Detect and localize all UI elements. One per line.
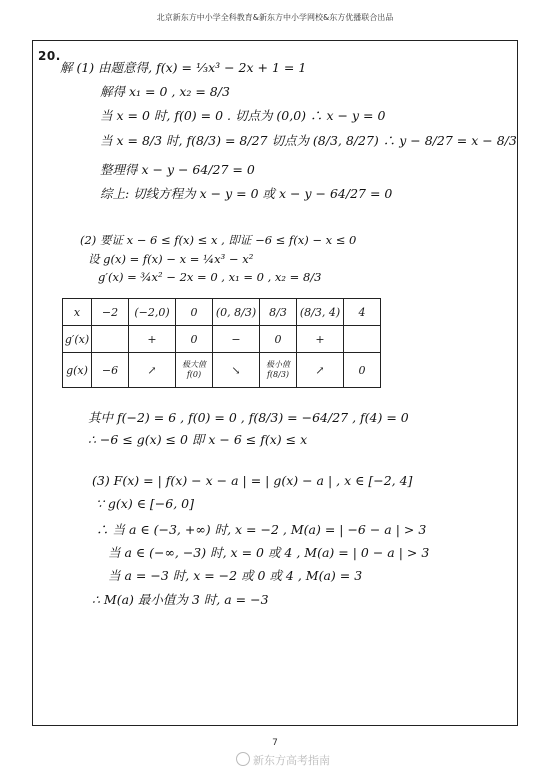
cell: +: [129, 326, 176, 353]
part3-line-2: ∵ g(x) ∈ [−6, 0]: [96, 496, 195, 511]
cell-function-label: g(x): [63, 353, 92, 388]
cell-local-min: [260, 353, 297, 388]
cell: ↗: [297, 353, 344, 388]
cell-x-label: x: [63, 299, 92, 326]
part3-line-6: ∴ M(a) 最小值为 3 时, a = −3: [92, 592, 269, 607]
cell: 8/3: [260, 299, 297, 326]
question-number: 20.: [38, 49, 61, 63]
sign-table-row-x: [63, 299, 381, 326]
cell: [92, 326, 129, 353]
cell: (0, 8/3): [213, 299, 260, 326]
part1-line-4: 当 x = 8/3 时, f(8/3) = 8/27 切点为 (8/3, 8/27) ∴ y − 8/27 = x − 8/3: [100, 133, 517, 148]
cell: ↗: [129, 353, 176, 388]
part2-after-2: ∴ −6 ≤ g(x) ≤ 0 即 x − 6 ≤ f(x) ≤ x: [88, 432, 308, 447]
cell: 0: [344, 353, 381, 388]
part2-line-3: g′(x) = ¾x² − 2x = 0 , x₁ = 0 , x₂ = 8/3: [98, 270, 322, 284]
weibo-icon: [236, 752, 250, 766]
part3-line-4: 当 a ∈ (−∞, −3) 时, x = 0 或 4 , M(a) = | 0 − a | > 3: [108, 545, 430, 560]
part3-line-1: (3) F(x) = | f(x) − x − a | = | g(x) − a | , x ∈ [−2, 4]: [92, 473, 413, 488]
local-max-label: 极大值 f(0): [182, 360, 206, 379]
cell: 0: [176, 326, 213, 353]
cell: (8/3, 4): [297, 299, 344, 326]
part1-line-5: 整理得 x − y − 64/27 = 0: [100, 162, 255, 177]
local-min-label: 极小值 f(8/3): [266, 360, 290, 379]
cell: (−2,0): [129, 299, 176, 326]
cell-derivative-label: g′(x): [63, 326, 92, 353]
part3-line-5: 当 a = −3 时, x = −2 或 0 或 4 , M(a) = 3: [108, 568, 363, 583]
part1-line-6: 综上: 切线方程为 x − y = 0 或 x − y − 64/27 = 0: [100, 186, 393, 201]
part1-line-2: 解得 x₁ = 0 , x₂ = 8/3: [100, 84, 230, 99]
cell: −2: [92, 299, 129, 326]
sign-table: [62, 298, 381, 388]
part2-after-1: 其中 f(−2) = 6 , f(0) = 0 , f(8/3) = −64/27 , f(4) = 0: [88, 410, 409, 425]
cell: −6: [92, 353, 129, 388]
sign-table-row-derivative: [63, 326, 381, 353]
page-header: 北京新东方中小学全科教育&新东方中小学网校&东方优播联合出品: [156, 13, 394, 22]
cell-local-max: [176, 353, 213, 388]
cell: +: [297, 326, 344, 353]
cell: −: [213, 326, 260, 353]
page-number: 7: [272, 738, 278, 748]
sign-table-row-function: [63, 353, 381, 388]
watermark-text: 新东方高考指南: [253, 754, 330, 767]
part1-line-1: 解 (1) 由题意得, f(x) = ⅓x³ − 2x + 1 = 1: [60, 60, 307, 75]
cell: 0: [260, 326, 297, 353]
cell: ↘: [213, 353, 260, 388]
part1-line-3: 当 x = 0 时, f(0) = 0 . 切点为 (0,0) ∴ x − y = 0: [100, 108, 386, 123]
watermark: [236, 752, 330, 768]
part2-line-2: 设 g(x) = f(x) − x = ¼x³ − x²: [88, 252, 254, 266]
cell: [344, 326, 381, 353]
cell: 4: [344, 299, 381, 326]
part3-line-3: ∴ 当 a ∈ (−3, +∞) 时, x = −2 , M(a) = | −6 − a | > 3: [96, 522, 427, 537]
part2-line-1: (2) 要证 x − 6 ≤ f(x) ≤ x , 即证 −6 ≤ f(x) − x ≤ 0: [80, 233, 357, 247]
cell: 0: [176, 299, 213, 326]
